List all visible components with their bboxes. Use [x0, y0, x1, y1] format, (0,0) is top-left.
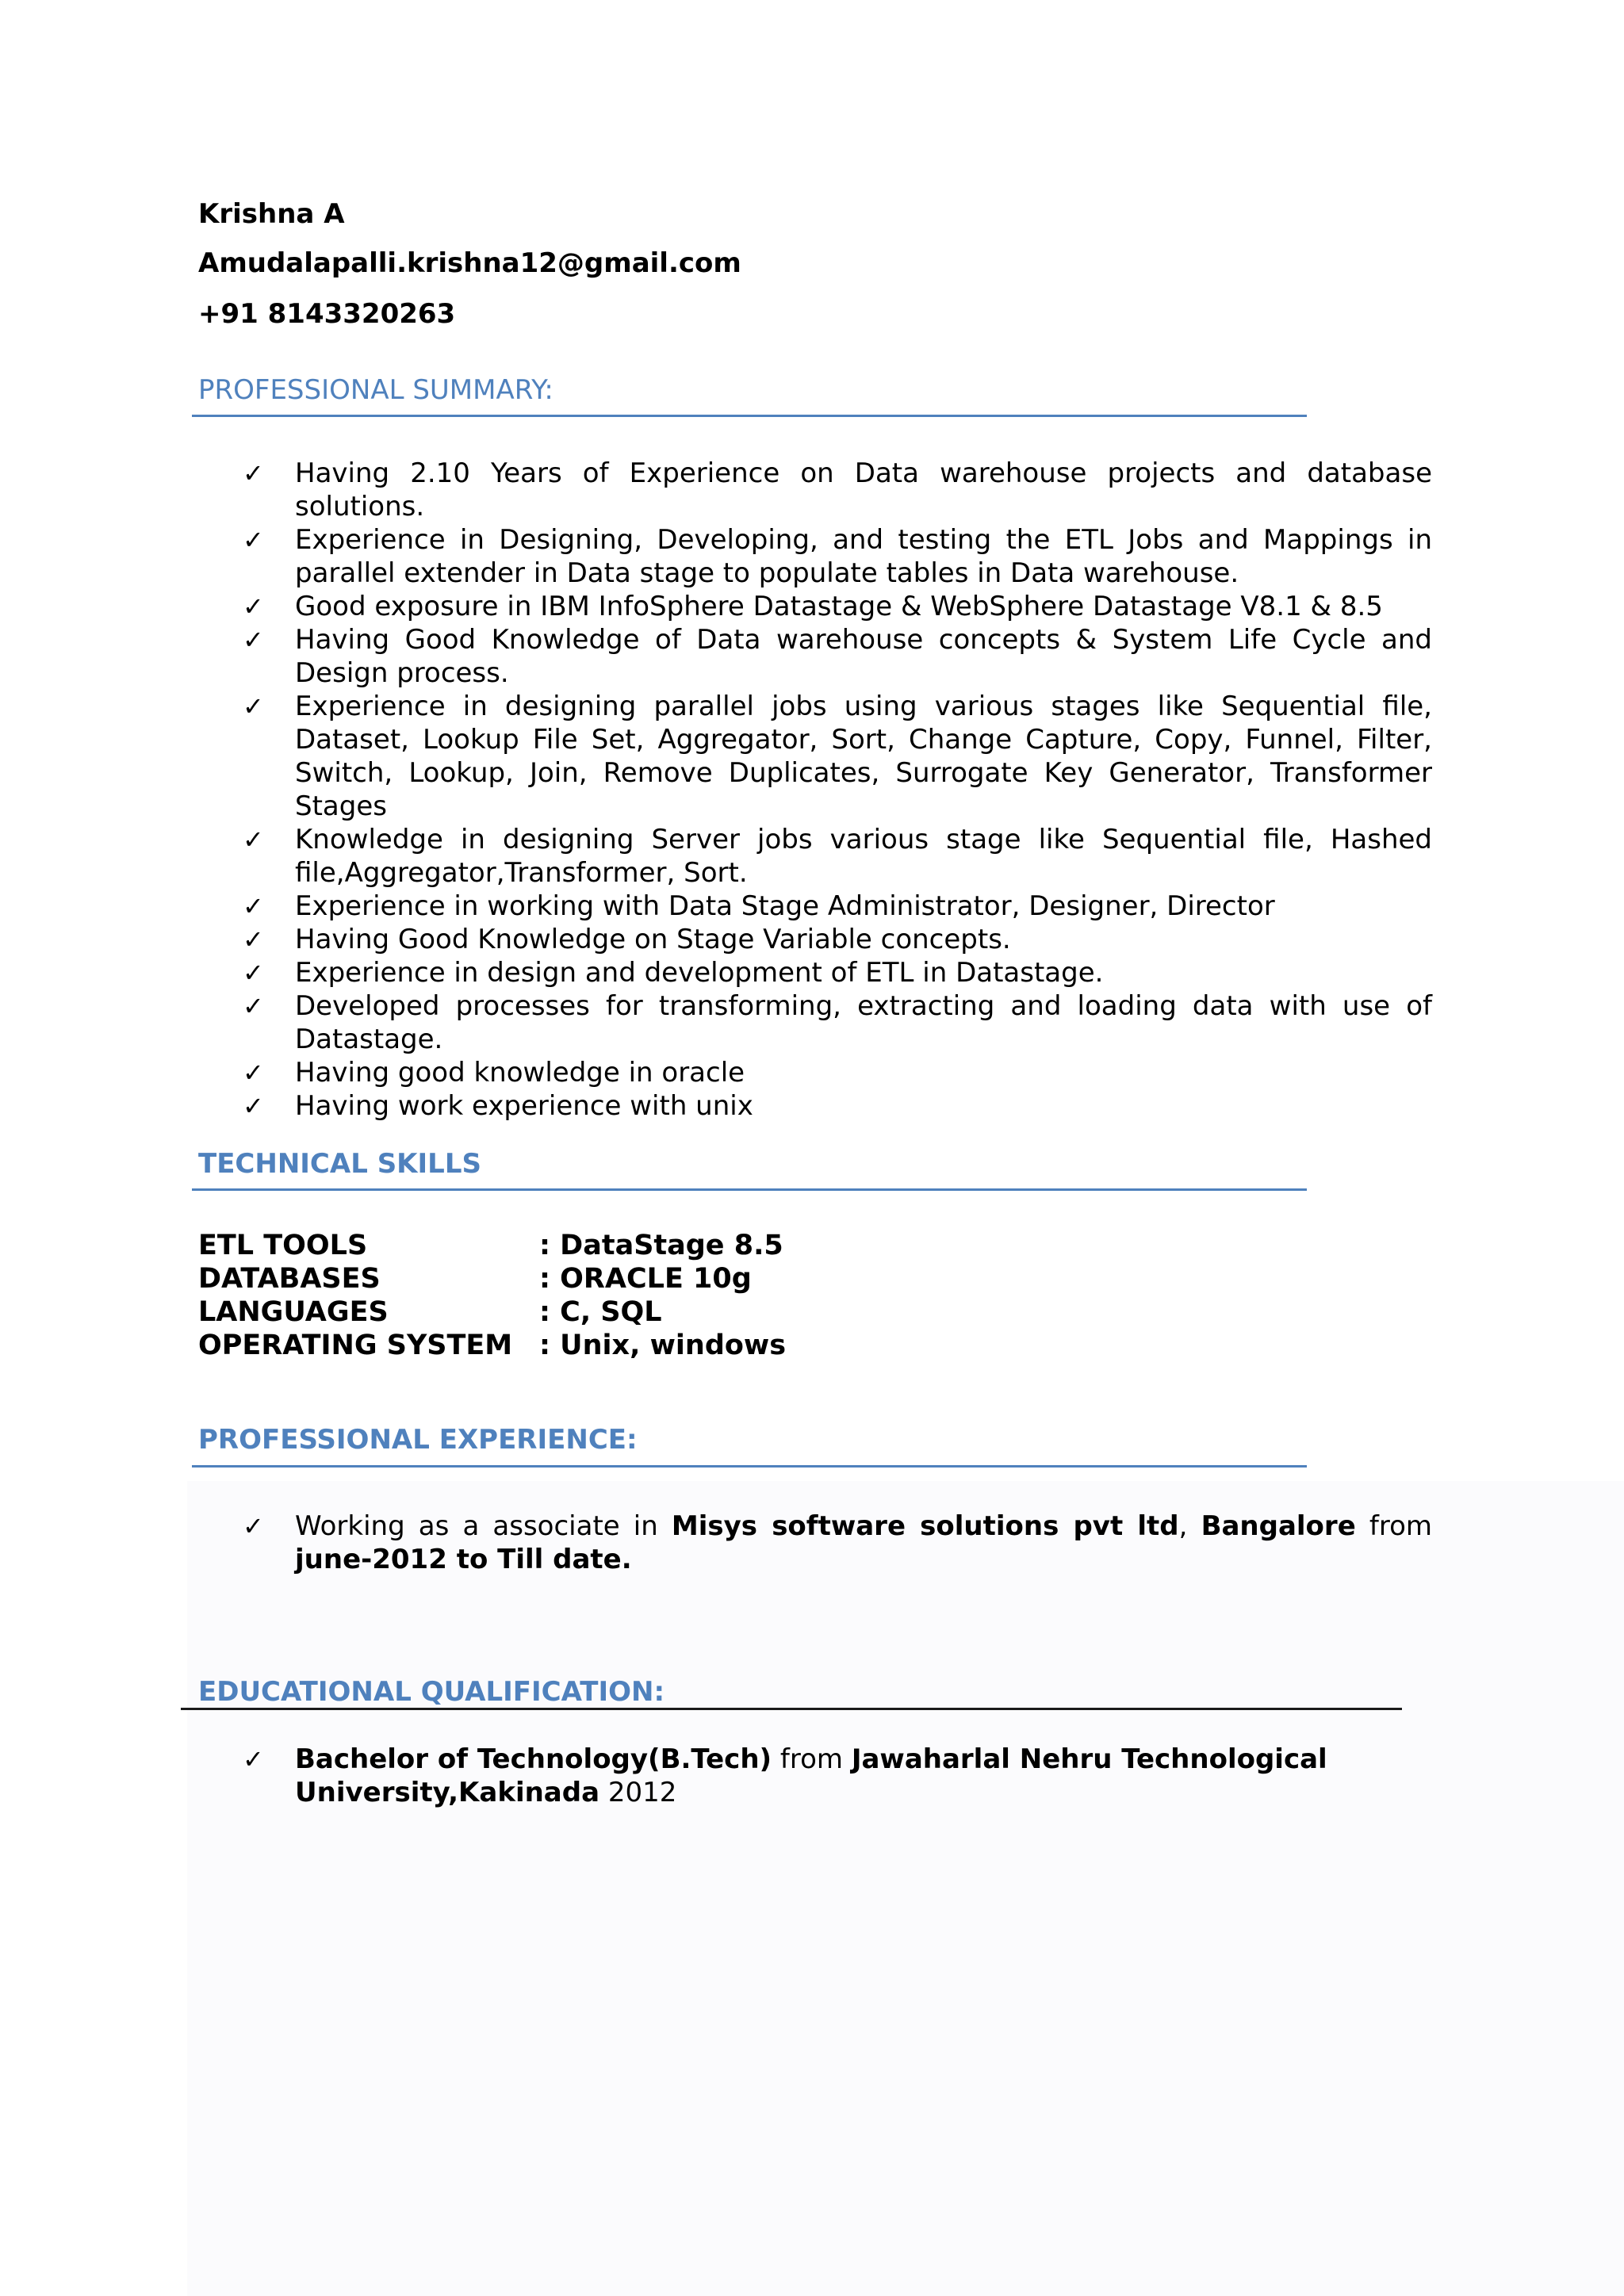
list-item: [243, 989, 1432, 1056]
checkmark-icon: ✓: [243, 591, 264, 622]
list-item-text: Having Good Knowledge of Data warehouse concepts & System Life Cycle and Design process.: [295, 624, 1432, 689]
skill-label: LANGUAGES: [198, 1296, 389, 1328]
list-item-text: Experience in design and development of ETL in Datastage.: [295, 957, 1104, 989]
skill-label: DATABASES: [198, 1263, 381, 1295]
checkmark-icon: ✓: [243, 1091, 264, 1121]
list-item: [243, 890, 1432, 923]
list-item: [243, 1089, 1432, 1123]
experience-list: [243, 1510, 1432, 1576]
education-list: [243, 1743, 1377, 1809]
list-item: [243, 823, 1432, 890]
list-item: [243, 1056, 1432, 1089]
list-item: [243, 956, 1432, 989]
list-item: [243, 690, 1432, 823]
experience-separator: ,: [1178, 1510, 1201, 1542]
degree-name: Bachelor of Technology(B.Tech): [295, 1743, 772, 1775]
university-name: Jawaharlal Nehru Technological University,Kakinada: [295, 1743, 1327, 1808]
summary-divider: [192, 415, 1307, 417]
list-item: [243, 457, 1432, 523]
list-item-text: Having good knowledge in oracle: [295, 1057, 745, 1089]
education-heading: EDUCATIONAL QUALIFICATION:: [198, 1676, 665, 1708]
checkmark-icon: ✓: [243, 691, 264, 721]
list-item-text: Experience in working with Data Stage Administrator, Designer, Director: [295, 890, 1275, 922]
experience-from: from: [1355, 1510, 1432, 1542]
summary-heading: PROFESSIONAL SUMMARY:: [198, 374, 553, 406]
list-item: [243, 523, 1432, 590]
skill-value: : Unix, windows: [539, 1330, 787, 1361]
page-shading: [187, 1481, 1624, 2296]
list-item: [243, 1743, 1377, 1809]
checkmark-icon: ✓: [243, 1511, 264, 1541]
summary-list: [243, 457, 1432, 1123]
checkmark-icon: ✓: [243, 625, 264, 655]
checkmark-icon: ✓: [243, 1744, 264, 1774]
checkmark-icon: ✓: [243, 891, 264, 921]
skill-label: OPERATING SYSTEM: [198, 1330, 513, 1361]
skills-heading: TECHNICAL SKILLS: [198, 1148, 481, 1180]
list-item-text: Good exposure in IBM InfoSphere Datastage & WebSphere Datastage V8.1 & 8.5: [295, 591, 1383, 622]
skill-value: : C, SQL: [539, 1296, 662, 1328]
experience-prefix: Working as a associate in: [295, 1510, 672, 1542]
candidate-name: Krishna A: [198, 198, 345, 230]
checkmark-icon: ✓: [243, 958, 264, 988]
checkmark-icon: ✓: [243, 825, 264, 855]
experience-period: june-2012 to Till date.: [295, 1544, 632, 1575]
list-item-text: Having work experience with unix: [295, 1090, 753, 1122]
list-item-text: Experience in designing parallel jobs using various stages like Sequential file, Dataset, Lookup File Set, Aggregator, Sort, Change Capture, Copy, Funnel, Filter, Switch, Lookup, Join, Remove Duplicates, Surrogate Key Generator, Transformer Stages: [295, 691, 1432, 822]
checkmark-icon: ✓: [243, 991, 264, 1021]
list-item-text: Experience in Designing, Developing, and testing the ETL Jobs and Mappings in parallel extender in Data stage to populate tables in Data warehouse.: [295, 524, 1432, 589]
education-divider: [181, 1708, 1402, 1710]
checkmark-icon: ✓: [243, 525, 264, 555]
skill-value: : ORACLE 10g: [539, 1263, 752, 1295]
checkmark-icon: ✓: [243, 1058, 264, 1088]
company-city: Bangalore: [1201, 1510, 1356, 1542]
experience-heading: PROFESSIONAL EXPERIENCE:: [198, 1424, 638, 1456]
skill-label: ETL TOOLS: [198, 1230, 368, 1261]
company-name: Misys software solutions pvt ltd: [671, 1510, 1179, 1542]
skill-value: : DataStage 8.5: [539, 1230, 783, 1261]
checkmark-icon: ✓: [243, 924, 264, 955]
experience-divider: [192, 1465, 1307, 1468]
list-item: [243, 923, 1432, 956]
email-text: Amudalapalli.krishna12@gmail.com: [198, 247, 741, 279]
list-item-text: Developed processes for transforming, extracting and loading data with use of Datastage.: [295, 990, 1432, 1055]
list-item-text: Knowledge in designing Server jobs various stage like Sequential file, Hashed file,Aggregator,Transformer, Sort.: [295, 824, 1432, 889]
skills-divider: [192, 1188, 1307, 1191]
list-item-text: Having Good Knowledge on Stage Variable concepts.: [295, 924, 1011, 955]
list-item-text: Having 2.10 Years of Experience on Data warehouse projects and database solutions.: [295, 457, 1432, 522]
list-item: [243, 1510, 1432, 1576]
phone-text: +91 8143320263: [198, 298, 456, 330]
list-item: [243, 623, 1432, 690]
checkmark-icon: ✓: [243, 458, 264, 488]
list-item: [243, 590, 1432, 623]
graduation-year: 2012: [599, 1777, 677, 1808]
education-from: from: [772, 1743, 852, 1775]
